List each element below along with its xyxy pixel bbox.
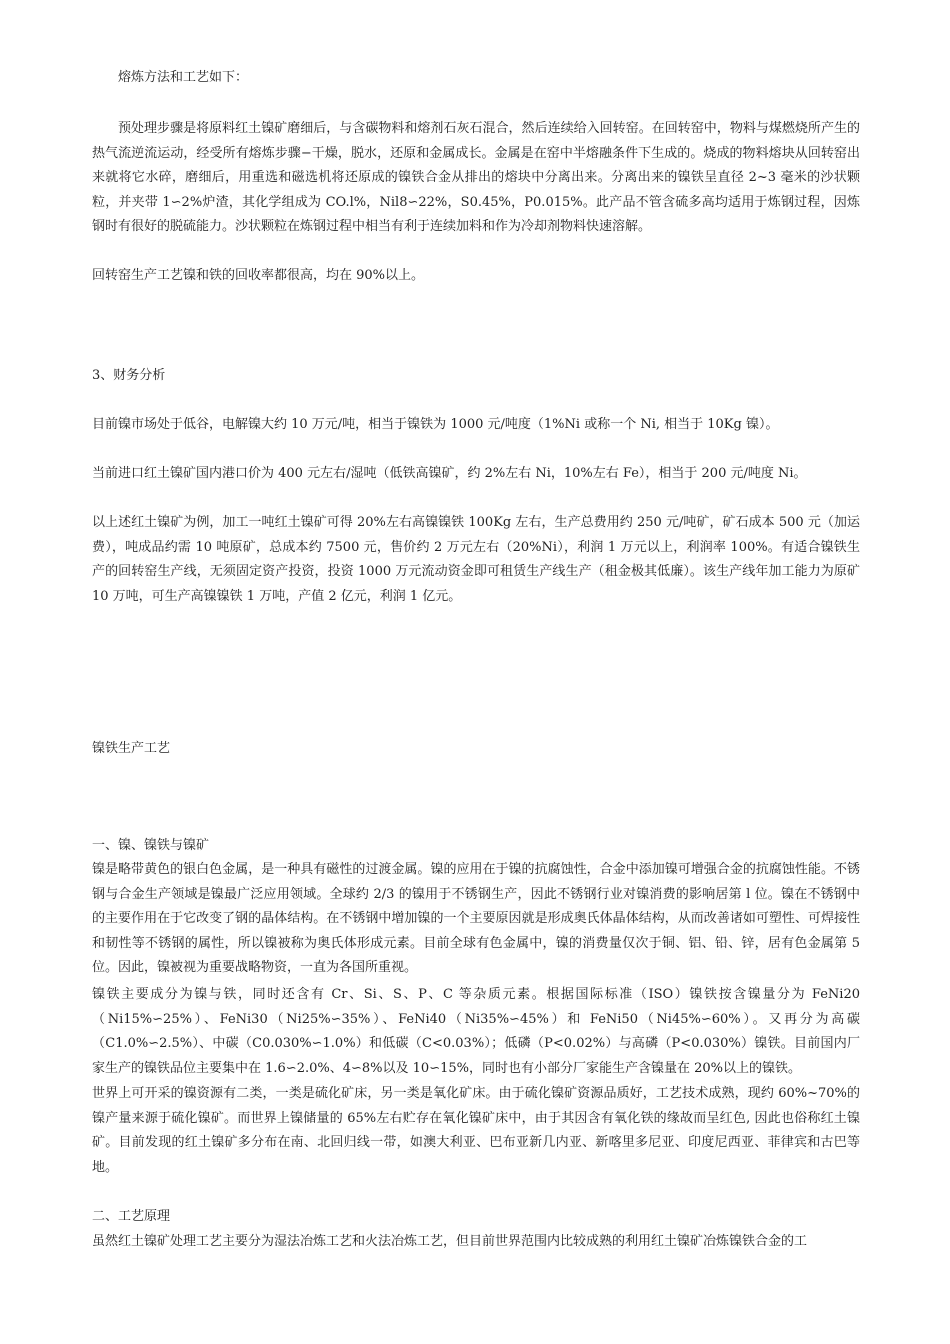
- paragraph-resources: 世界上可开采的镍资源有二类，一类是硫化矿床，另一类是氧化矿床。由于硫化镍矿资源品质好，工艺技术成熟，现约 60%~70%的镍产量来源于硫化镍矿。而世界上镍储量的 65%左右贮存在氧化镍矿床中，由于其因含有氧化铁的缘故而呈红色, 因此也俗称红土镍矿。目前发现的红土镍矿多分布在南、北回归线一带，如澳大利亚、巴布亚新几内亚、新喀里多尼亚、印度尼西亚、菲律宾和古巴等地。: [92, 1086, 860, 1175]
- paragraph-ferronickel: 镍铁主要成分为镍与铁，同时还含有 Cr、Si、S、P、C 等杂质元素。根据国际标准（ISO）镍铁按含镍量分为 FeNi20（Ni15%∽25%）、FeNi30（Ni25%∽35%）、FeNi40（Ni35%∽45%）和 FeNi50（Ni45%∽60%）。又再分为高碳（C1.0%∽2.5%）、中碳（C0.030%∽1.0%）和低碳（C<0.03%）；低磷（P<0.02%）与高磷（P<0.030%）镍铁。目前国内厂家生产的镍铁品位主要集中在 1.6∽2.0%、4∽8%以及 10∽15%，同时也有小部分厂家能生产含镍量在 20%以上的镍铁。: [92, 987, 860, 1076]
- paragraph-nickel: 镍是略带黄色的银白色金属，是一种具有磁性的过渡金属。镍的应用在于镍的抗腐蚀性，合金中添加镍可增强合金的抗腐蚀性能。不锈钢与合金生产领域是镍最广泛应用领域。全球约 2/3 的镍用于不锈钢生产，因此不锈钢行业对镍消费的影响居第 l 位。镍在不锈钢中的主要作用在于它改变了钢的晶体结构。在不锈钢中增加镍的一个主要原因就是形成奥氏体晶体结构，从而改善诸如可塑性、可焊接性和韧性等不锈钢的属性，所以镍被称为奥氏体形成元素。目前全球有色金属中，镍的消费量仅次于铜、铝、铅、锌，居有色金属第 5 位。因此，镍被视为重要战略物资，一直为各国所重视。: [92, 862, 860, 975]
- paragraph-pretreatment: 预处理步骤是将原料红土镍矿磨细后，与含碳物料和熔剂石灰石混合，然后连续给入回转窑。在回转窑中，物料与煤燃烧所产生的热气流逆流运动，经受所有熔炼步骤−干燥，脱水，还原和金属成长。金属是在窑中半熔融条件下生成的。烧成的物料熔块从回转窑出来就将它水碎，磨细后，用重选和磁选机将还原成的镍铁合金从排出的熔块中分离出来。分离出来的镍铁呈直径 2~3 毫米的沙状颗粒，并夹带 1∽2%炉渣，其化学组成为 CO.l%，Nil8∽22%，S0.45%，P0.015%。此产品不管含硫多高均适用于炼钢过程，因炼钢时有很好的脱硫能力。沙状颗粒在炼钢过程中相当有利于连续加料和作为冷却剂物料快速溶解。: [92, 121, 860, 234]
- paragraph-import-price: 当前进口红土镍矿国内港口价为 400 元左右/湿吨（低铁高镍矿，约 2%左右 Ni，10%左右 Fe），相当于 200 元/吨度 Ni。: [92, 466, 807, 481]
- intro-line: 熔炼方法和工艺如下：: [118, 70, 249, 85]
- section-2-title: 二、工艺原理: [92, 1209, 171, 1224]
- paragraph-principle: 虽然红土镍矿处理工艺主要分为湿法冶炼工艺和火法冶炼工艺，但目前世界范围内比较成熟的利用红土镍矿冶炼镍铁合金的工: [92, 1234, 808, 1249]
- main-title: 镍铁生产工艺: [92, 741, 171, 756]
- section-3-title: 3、财务分析: [92, 368, 166, 383]
- section-1-title: 一、镍、镍铁与镍矿: [92, 838, 210, 853]
- paragraph-market: 目前镍市场处于低谷，电解镍大约 10 万元/吨，相当于镍铁为 1000 元/吨度（1%Ni 或称一个 Ni, 相当于 10Kg 镍）。: [92, 417, 779, 432]
- paragraph-recovery: 回转窑生产工艺镍和铁的回收率都很高，均在 90%以上。: [92, 268, 425, 283]
- paragraph-financial-example: 以上述红土镍矿为例，加工一吨红土镍矿可得 20%左右高镍镍铁 100Kg 左右，生产总费用约 250 元/吨矿，矿石成本 500 元（加运费），吨成品约需 10 吨原矿，总成本约 7500 元，售价约 2 万元左右（20%Ni），利润 1 万元以上，利润率 100%。有适合镍铁生产的回转窑生产线，无须固定资产投资，投资 1000 万元流动资金即可租赁生产线生产（租金极其低廉）。该生产线年加工能力为原矿 10 万吨，可生产高镍镍铁 1 万吨，产值 2 亿元，利润 1 亿元。: [92, 515, 860, 604]
